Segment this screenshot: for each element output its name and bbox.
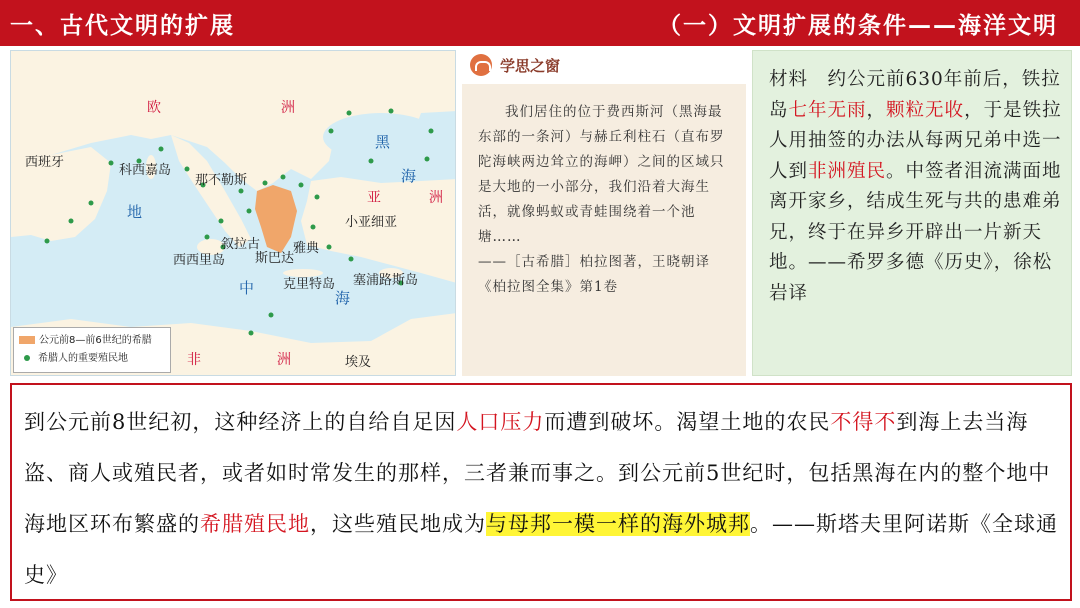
study-window-title: 学思之窗	[500, 56, 561, 75]
label-europe-1: 欧	[147, 100, 161, 116]
title-bar	[0, 0, 1080, 46]
label-egypt: 埃及	[345, 355, 372, 370]
material-highlight-1: 七年无雨	[788, 99, 867, 121]
quote-highlight-2: 不得不	[830, 410, 897, 434]
material-highlight-3: 非洲殖民	[808, 160, 887, 182]
label-black-sea-1: 黑	[375, 133, 391, 151]
label-europe-2: 洲	[281, 100, 295, 116]
greece-land	[255, 185, 297, 253]
study-window-text: 我们居住的位于费西斯河（黑海最东部的一条河）与赫丘利柱石（直布罗陀海峡两边耸立的海岬）之间的区域只是大地的一小部分，我们沿着大海生活，就像蚂蚁或青蛙围绕着一个池塘…… ——［古希腊］柏拉图著，王晓朝译《柏拉图全集》第1卷	[462, 84, 746, 376]
quote-highlight-3: 希腊殖民地	[200, 512, 310, 536]
quote-box: 到公元前8世纪初，这种经济上的自给自足因人口压力而遭到破坏。渴望土地的农民不得不到海上去当海盗、商人或殖民者，或者如时常发生的那样，三者兼而事之。到公元前5世纪时，包括黑海在内的整个地中海地区环布繁盛的希腊殖民地，这些殖民地成为与母邦一模一样的海外城邦。——斯塔夫里阿诺斯《全球通史》	[10, 383, 1072, 601]
map-legend	[13, 327, 171, 373]
label-sicily: 西西里岛	[173, 253, 226, 268]
quote-highlight-1: 人口压力	[456, 410, 545, 434]
study-window-header	[470, 54, 560, 76]
label-syracuse: 叙拉古	[221, 237, 261, 252]
label-asia-2: 洲	[429, 190, 443, 206]
legend-item-greece: 公元前8—前6世纪的希腊	[19, 332, 165, 350]
label-athens: 雅典	[293, 241, 320, 256]
mediterranean-map	[10, 50, 456, 376]
label-asia-minor: 小亚细亚	[345, 215, 398, 230]
label-africa-2: 洲	[277, 352, 291, 368]
label-corsica: 科西嘉岛	[119, 163, 172, 178]
label-med-1: 地	[127, 203, 143, 221]
label-africa-1: 非	[187, 352, 201, 368]
label-med-2: 中	[239, 279, 255, 297]
book-icon	[470, 54, 492, 76]
label-med-3: 海	[335, 289, 351, 307]
subsection-title: （一）文明扩展的条件——海洋文明	[658, 12, 1058, 39]
legend-item-colony: 希腊人的重要殖民地	[19, 350, 165, 368]
material-box: 材料 约公元前630年前后，铁拉岛七年无雨，颗粒无收，于是铁拉人用抽签的办法从每两兄弟中选一人到非洲殖民。中签者泪流满面地离开家乡，结成生死与共的患难弟兄，终于在异乡开辟出一片新天地。——希罗多德《历史》，徐松岩译	[752, 50, 1072, 376]
study-window-source: ——［古希腊］柏拉图著，王晓朝译《柏拉图全集》第1卷	[478, 254, 710, 295]
label-asia: 亚	[367, 190, 381, 206]
label-black-sea-2: 海	[401, 167, 417, 185]
label-crete: 克里特岛	[283, 277, 336, 292]
label-naples: 那不勒斯	[195, 173, 248, 188]
section-title: 一、古代文明的扩展	[10, 12, 235, 39]
label-spain: 西班牙	[25, 155, 65, 170]
label-sparta: 斯巴达	[255, 251, 295, 266]
quote-highlight-4: 与母邦一模一样的海外城邦	[486, 512, 750, 536]
material-highlight-2: 颗粒无收	[886, 99, 965, 121]
label-cyprus: 塞浦路斯岛	[353, 273, 419, 288]
study-window	[462, 50, 746, 376]
colony-dot-icon	[24, 355, 30, 361]
greece-swatch	[19, 336, 35, 344]
